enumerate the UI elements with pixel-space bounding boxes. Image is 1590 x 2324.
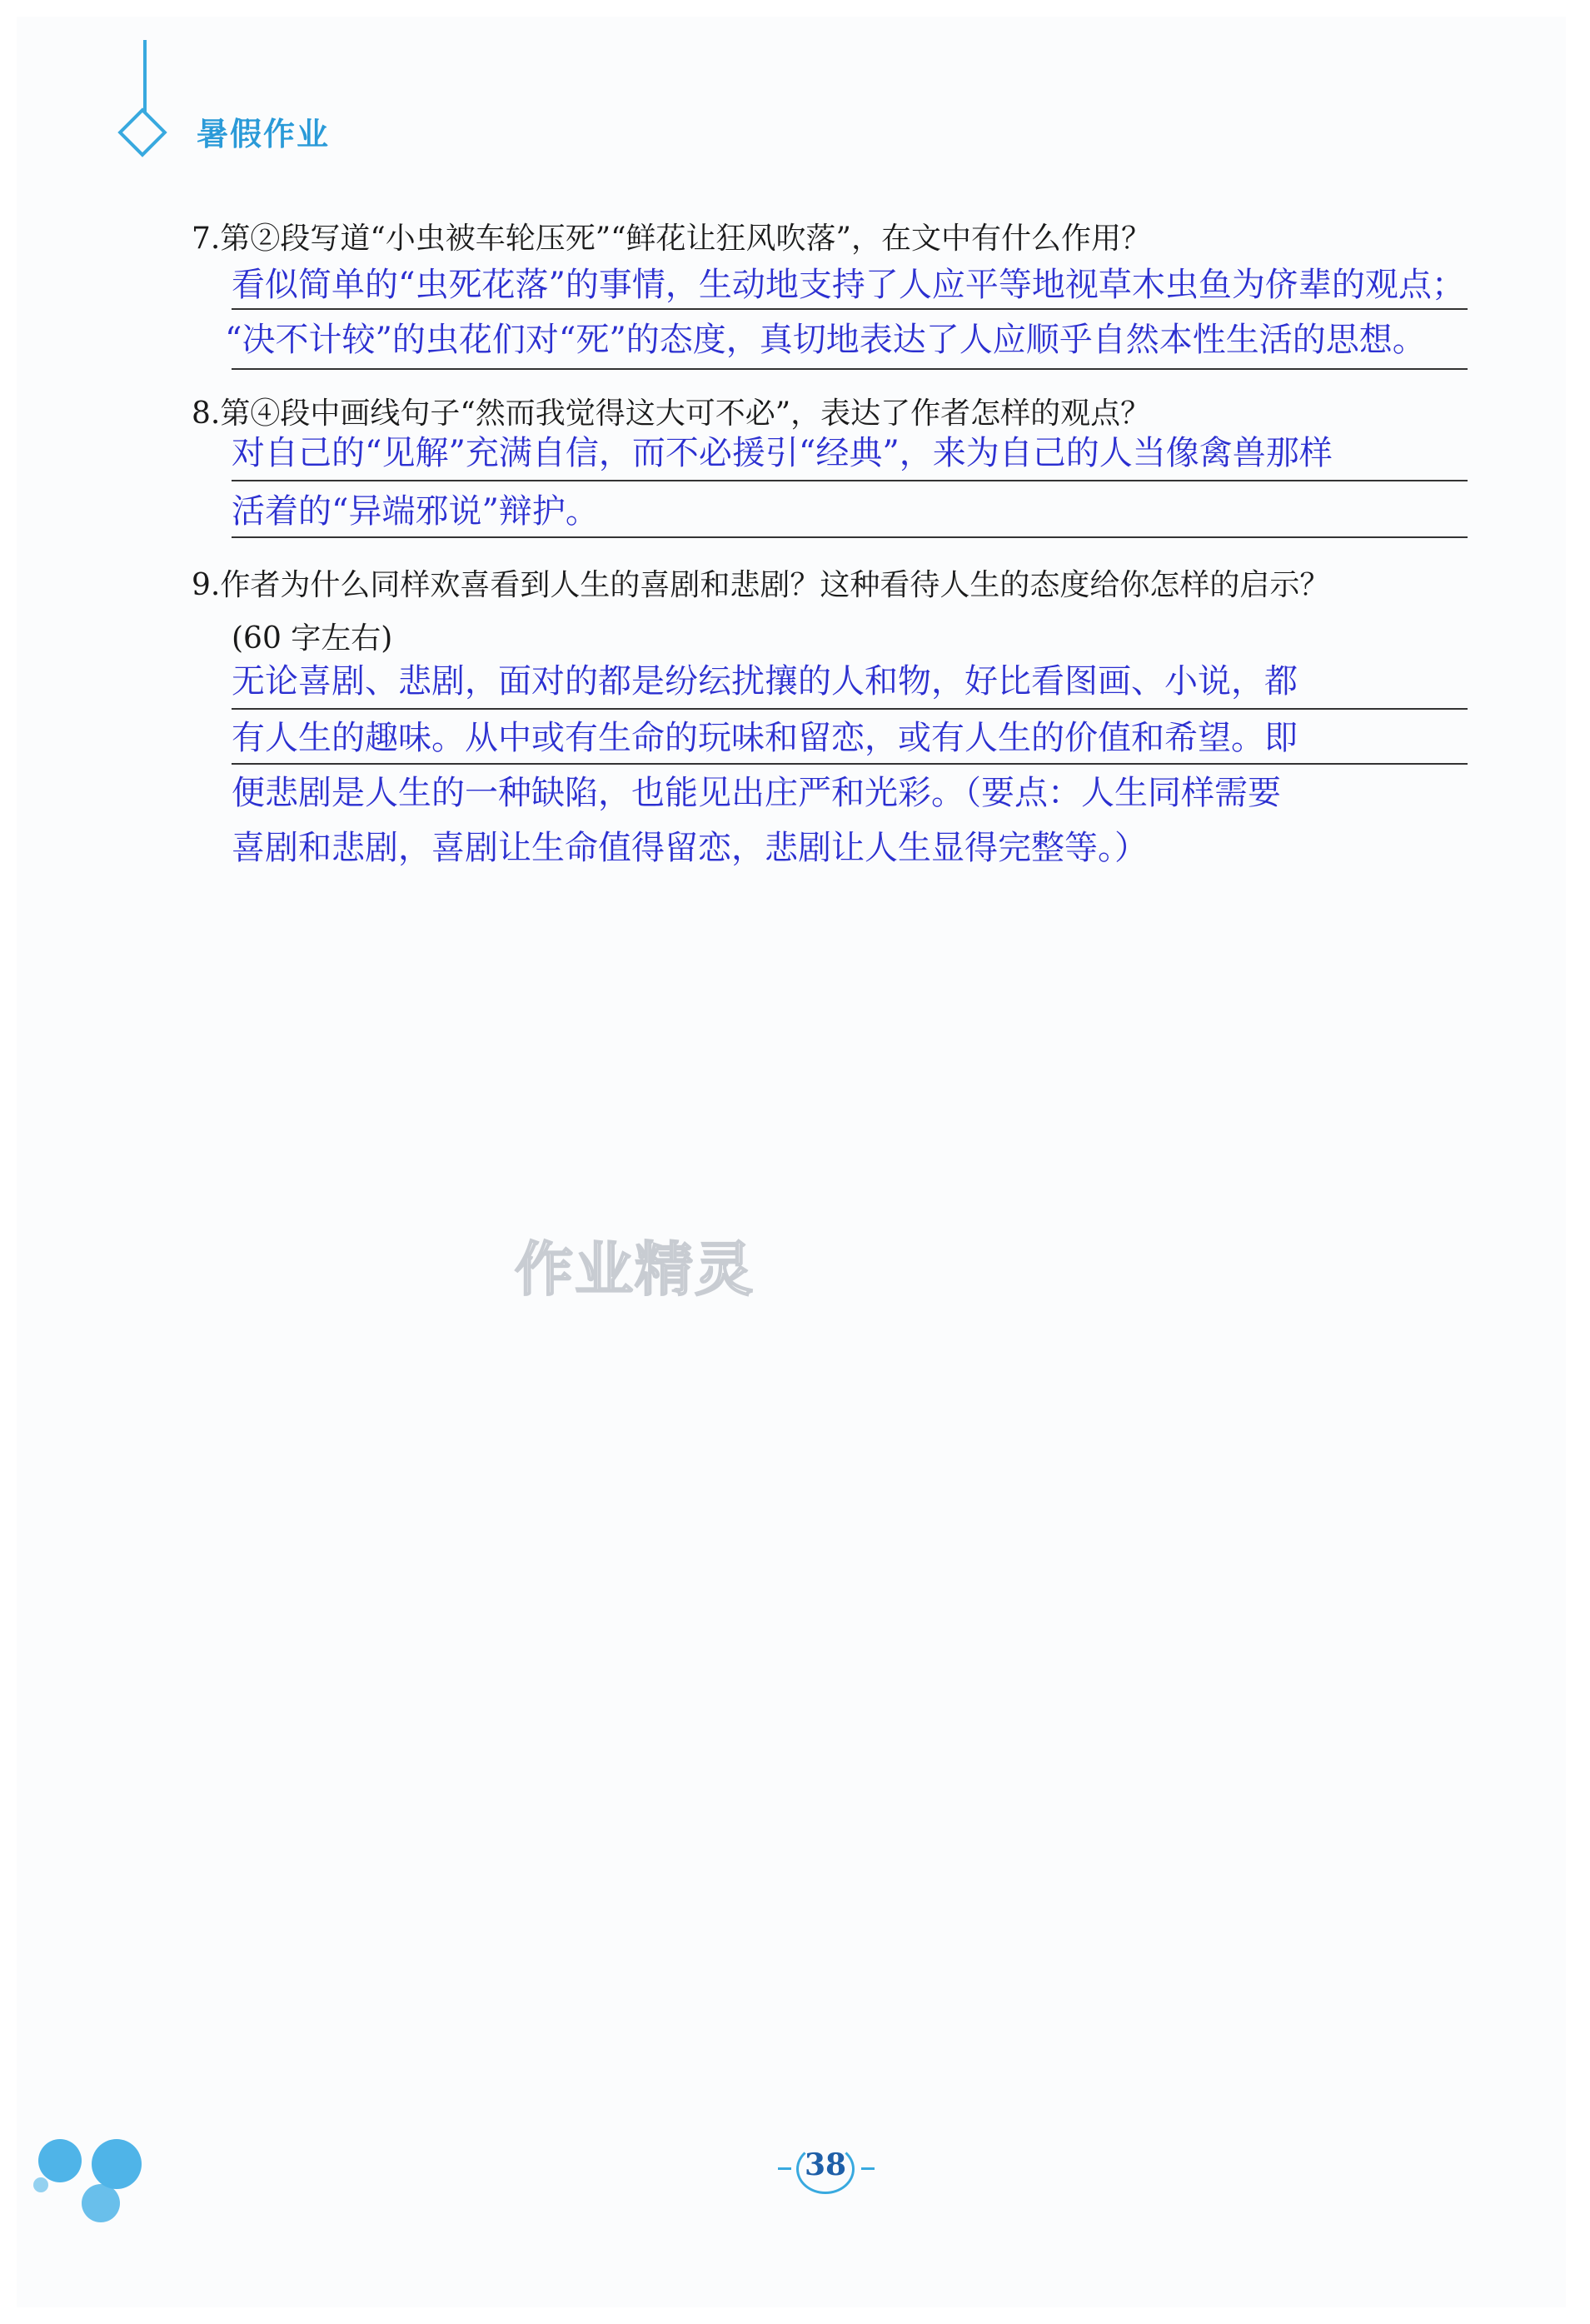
page-number (771, 2142, 888, 2201)
watermark: 作业精灵 (515, 1235, 755, 1304)
question-7-prompt: 7.第②段写道“小虫被车轮压死”“鲜花让狂风吹落”，在文中有什么作用？ (192, 222, 1151, 256)
question-9-answer-line-1: 无论喜剧、悲剧，面对的都是纷纭扰攘的人和物，好比看图画、小说，都 (232, 662, 1298, 701)
question-9-answer-line-2: 有人生的趣味。从中或有生命的玩味和留恋，或有人生的价值和希望。即 (232, 719, 1298, 757)
question-7-answer-line-1: 看似简单的“虫死花落”的事情，生动地支持了人应平等地视草木虫鱼为侪辈的观点； (232, 266, 1465, 304)
workbook-page (17, 17, 1566, 2307)
decorative-dots-icon (33, 2132, 167, 2241)
question-9-note: (60 字左右) (232, 621, 393, 656)
diamond-icon (117, 107, 167, 157)
answer-rule (232, 368, 1468, 370)
answer-rule (232, 763, 1468, 765)
answer-rule (232, 480, 1468, 481)
question-9-answer-line-4: 喜剧和悲剧，喜剧让生命值得留恋，悲剧让人生显得完整等。） (232, 829, 1148, 867)
answer-rule (232, 536, 1468, 538)
question-9-answer-line-3: 便悲剧是人生的一种缺陷，也能见出庄严和光彩。（要点：人生同样需要 (232, 774, 1281, 812)
question-9-prompt: 9.作者为什么同样欢喜看到人生的喜剧和悲剧？这种看待人生的态度给你怎样的启示？ (192, 568, 1330, 602)
question-8-prompt: 8.第④段中画线句子“然而我觉得这大可不必”，表达了作者怎样的观点？ (192, 396, 1151, 431)
answer-rule (232, 708, 1468, 710)
question-8-answer-line-2: 活着的“异端邪说”辩护。 (232, 492, 599, 531)
question-8-answer-line-1: 对自己的“见解”充满自信，而不必援引“经典”，来为自己的人当像禽兽那样 (232, 434, 1333, 472)
header-rule (143, 40, 147, 113)
page-number-text: 38 (804, 2147, 847, 2182)
header-title: 暑假作业 (197, 116, 331, 152)
question-7-answer-line-2: “决不计较”的虫花们对“死”的态度，真切地表达了人应顺乎自然本性生活的思想。 (225, 321, 1426, 359)
answer-rule (232, 308, 1468, 310)
